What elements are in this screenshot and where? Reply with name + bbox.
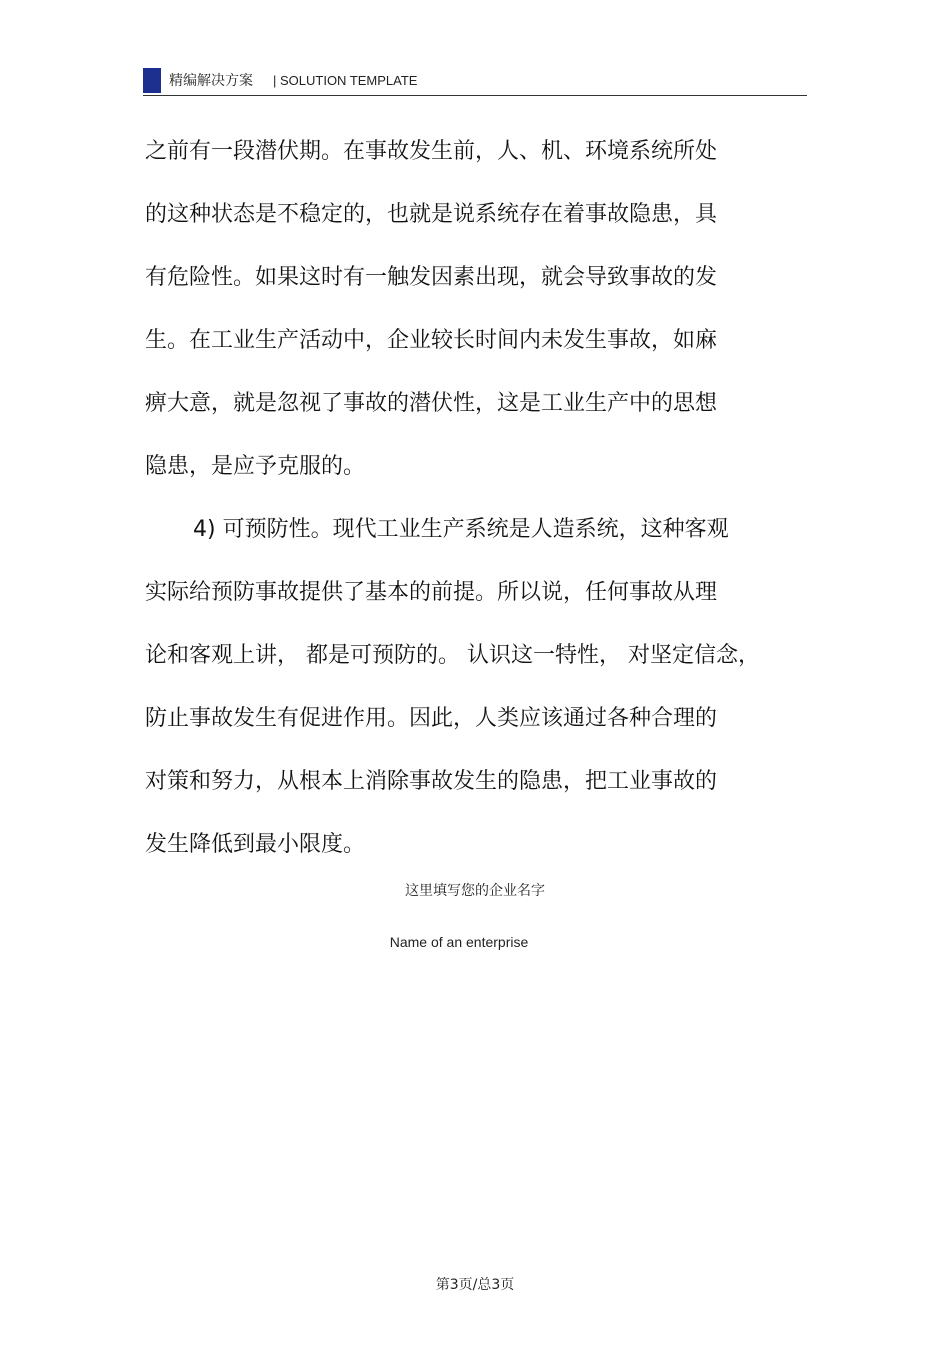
- body-line: 生。在工业生产活动中，企业较长时间内未发生事故，如麻: [145, 328, 718, 353]
- body-line: 论和客观上讲， 都是可预防的。 认识这一特性， 对坚定信念，: [145, 643, 760, 668]
- body-line: 有危险性。如果这时有一触发因素出现，就会导致事故的发: [145, 265, 718, 290]
- body-line: 对策和努力，从根本上消除事故发生的隐患，把工业事故的: [145, 769, 718, 794]
- body-line: 发生降低到最小限度。: [145, 832, 366, 857]
- body-line: 的这种状态是不稳定的，也就是说系统存在着事故隐患，具: [145, 202, 718, 227]
- page-header: [143, 66, 807, 96]
- body-line: 痹大意，就是忽视了事故的潜伏性，这是工业生产中的思想: [145, 391, 718, 416]
- body-line: 隐患，是应予克服的。: [145, 454, 366, 479]
- company-name-cn: 这里填写您的企业名字: [405, 883, 545, 899]
- body-line: 4) 可预防性。现代工业生产系统是人造系统，这种客观: [193, 517, 729, 542]
- document-body: [145, 136, 795, 892]
- logo-icon: [143, 68, 161, 93]
- company-name-en: Name of an enterprise: [389, 934, 529, 950]
- header-title-cn: 精编解决方案: [169, 73, 253, 89]
- header-title-en: | SOLUTION TEMPLATE: [273, 73, 418, 88]
- body-line: 之前有一段潜伏期。在事故发生前，人、机、环境系统所处: [145, 139, 718, 164]
- body-line: 防止事故发生有促进作用。因此，人类应该通过各种合理的: [145, 706, 718, 731]
- body-line: 实际给预防事故提供了基本的前提。所以说，任何事故从理: [145, 580, 718, 605]
- page-number: 第3页/总3页: [435, 1277, 515, 1293]
